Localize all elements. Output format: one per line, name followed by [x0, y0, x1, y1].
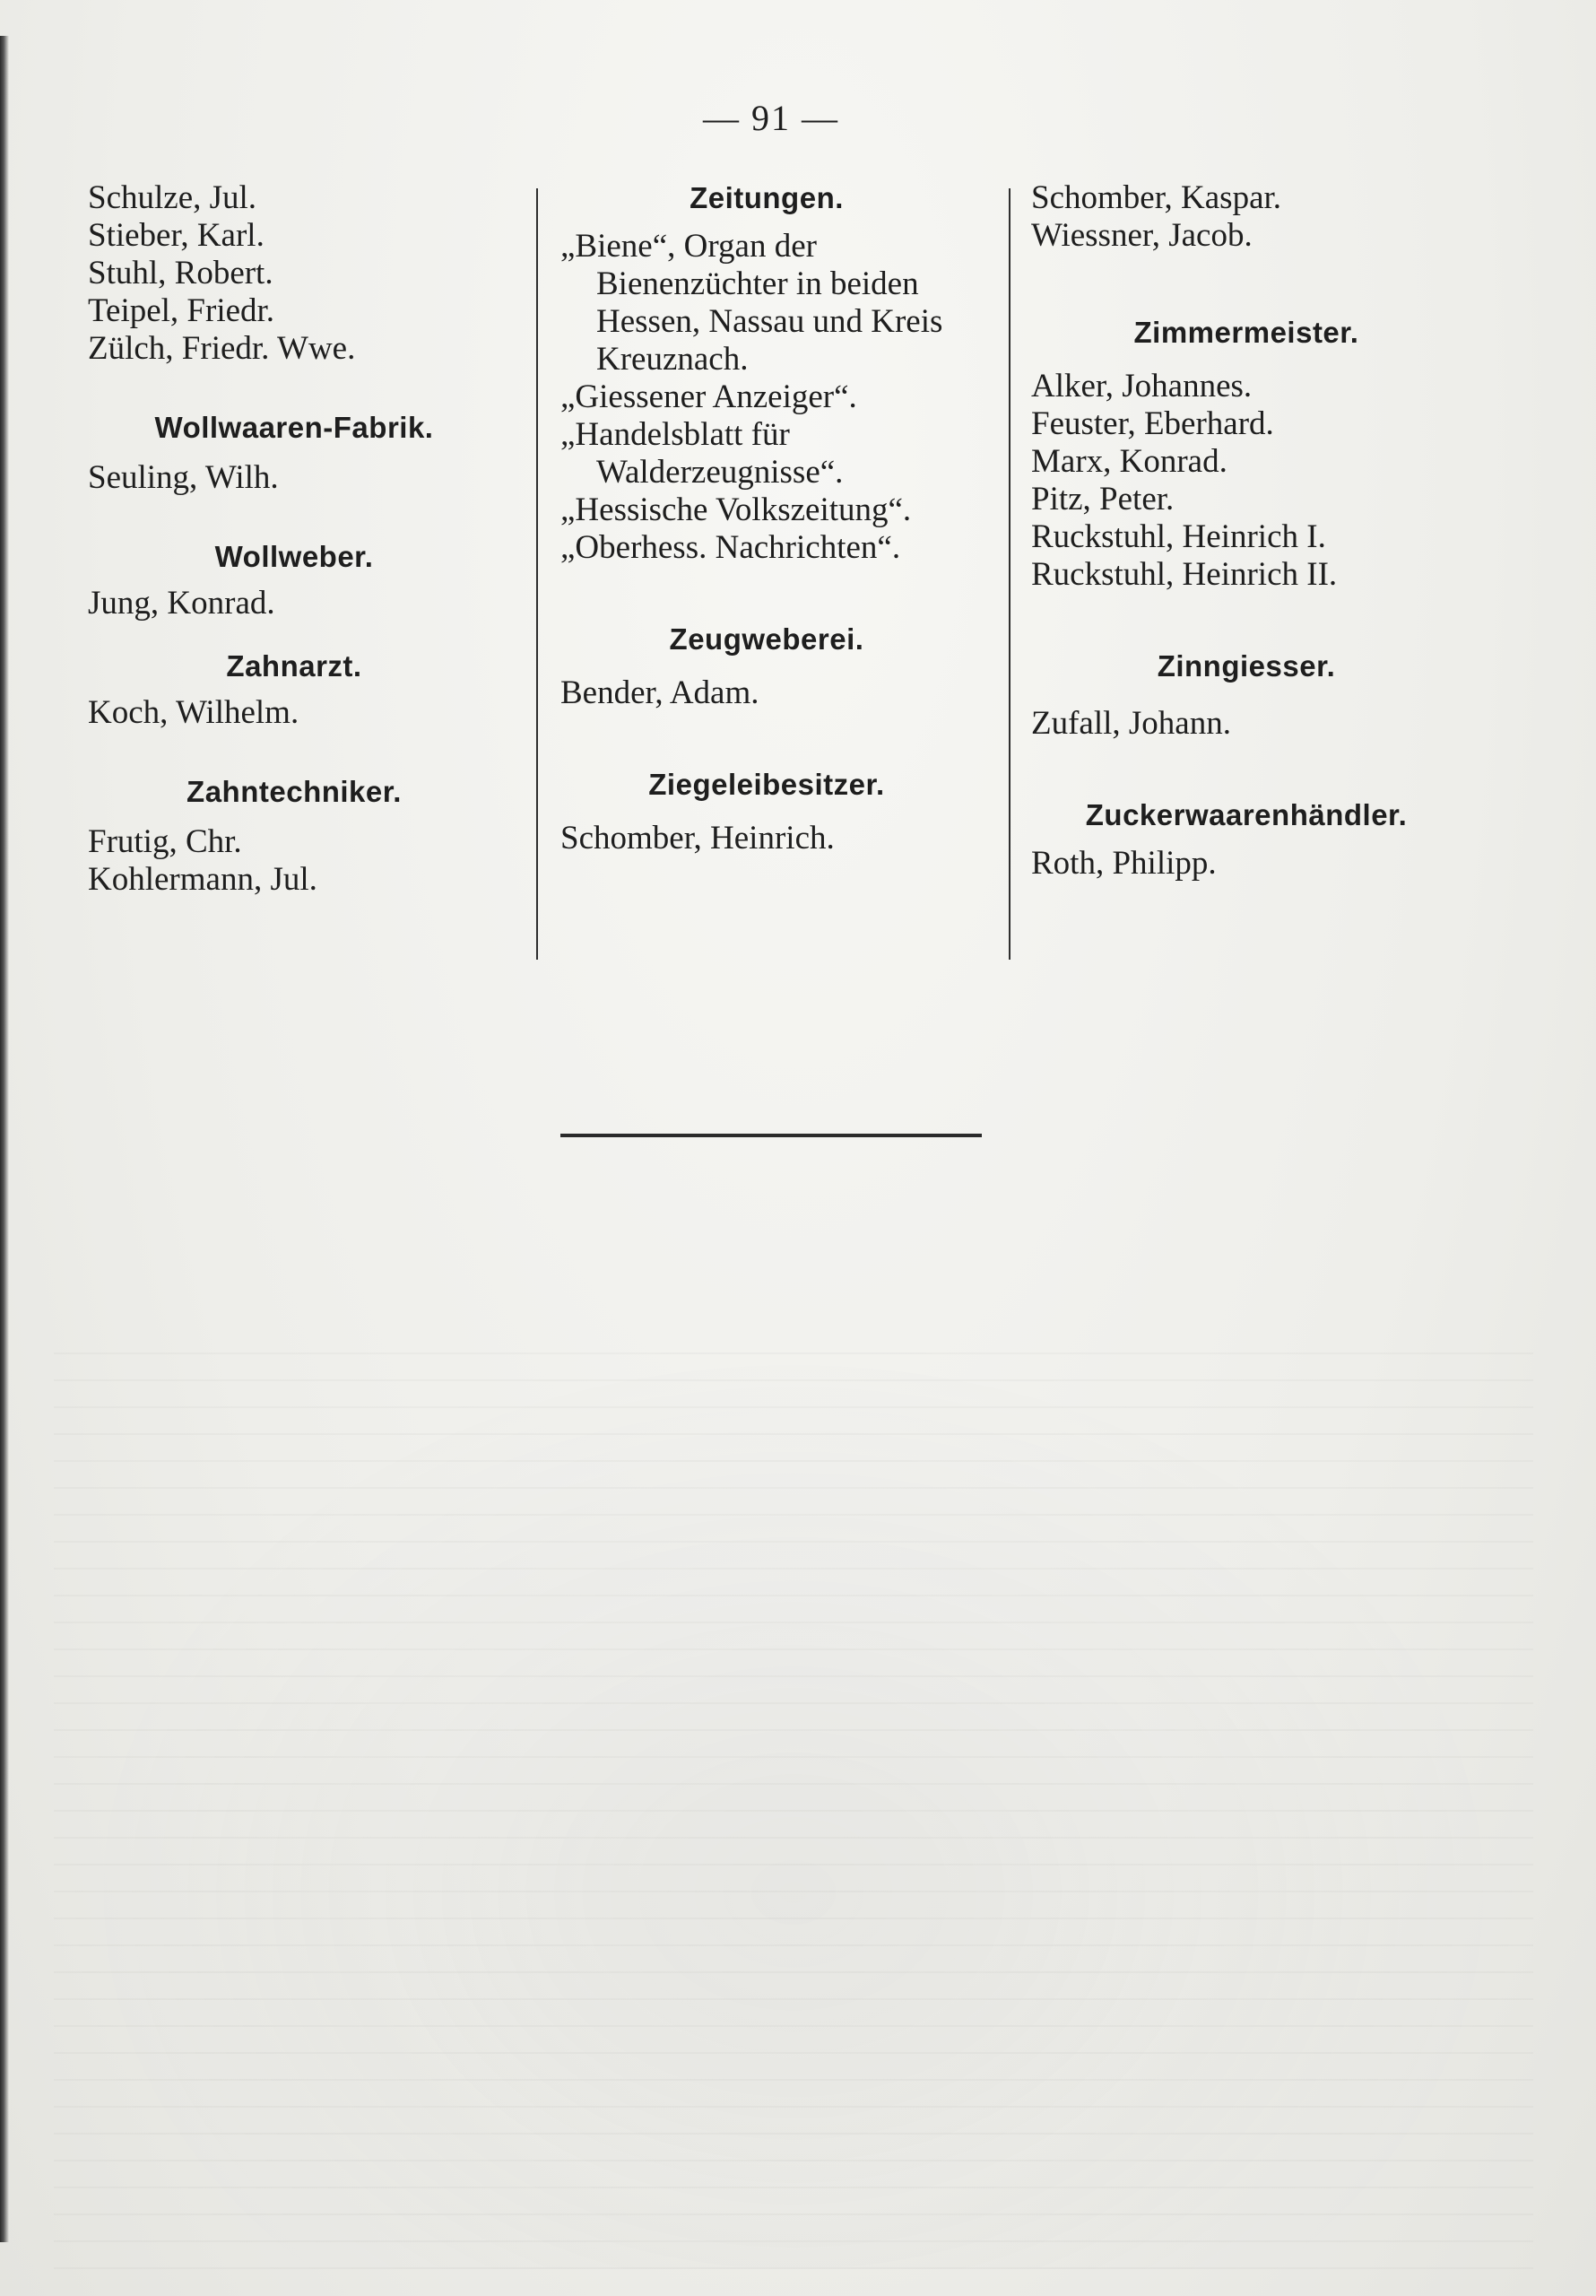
column-divider	[536, 188, 538, 960]
bleed-through-texture	[54, 1327, 1533, 2269]
section-heading: Zahntechniker.	[186, 775, 402, 808]
list-item: „Hessische Volkszeitung“.	[560, 491, 912, 528]
section-heading: Zuckerwaarenhändler.	[1085, 798, 1408, 831]
list-item: Roth, Philipp.	[1031, 845, 1217, 882]
list-item: Zufall, Johann.	[1031, 705, 1231, 742]
list-item: „Biene“, Organ der Bienenzüchter in beiden Hessen, Nassau und Kreis Kreuznach.	[560, 228, 943, 378]
section-heading: Wollweber.	[214, 540, 374, 573]
list-item: Bender, Adam.	[560, 674, 759, 711]
end-rule	[560, 1134, 982, 1137]
page-number: — 91 —	[703, 98, 839, 138]
list-item: „Handelsblatt für Walderzeugnisse“.	[560, 416, 844, 491]
list-item: Wiessner, Jacob.	[1031, 217, 1253, 254]
list-item: Stieber, Karl.	[88, 217, 265, 254]
section-heading: Ziegeleibesitzer.	[648, 768, 885, 801]
section-heading: Zahnarzt.	[226, 649, 362, 683]
middle-column	[560, 179, 991, 857]
list-item: Zülch, Friedr. Wwe.	[88, 330, 356, 367]
list-item: Kohlermann, Jul.	[88, 861, 317, 898]
right-column	[1031, 179, 1533, 883]
list-item: Schomber, Kaspar.	[1031, 179, 1282, 216]
list-item: Koch, Wilhelm.	[88, 694, 299, 731]
list-item: Pitz, Peter.	[1031, 481, 1175, 517]
list-item: Seuling, Wilh.	[88, 459, 279, 496]
page-binding-edge	[0, 36, 9, 2242]
section-heading: Zeugweberei.	[669, 622, 864, 656]
list-item: Alker, Johannes.	[1031, 368, 1253, 404]
section-heading: Zimmermeister.	[1133, 316, 1359, 349]
list-item: Schulze, Jul.	[88, 179, 257, 216]
list-item: Feuster, Eberhard.	[1031, 405, 1274, 442]
section-heading: Zeitungen.	[690, 181, 844, 214]
list-item: Ruckstuhl, Heinrich I.	[1031, 518, 1326, 555]
list-item: Jung, Konrad.	[88, 585, 275, 622]
left-column	[88, 179, 536, 899]
list-item: Marx, Konrad.	[1031, 443, 1227, 480]
list-item: „Oberhess. Nachrichten“.	[560, 529, 901, 566]
list-item: „Giessener Anzeiger“.	[560, 378, 857, 415]
list-item: Ruckstuhl, Heinrich II.	[1031, 556, 1338, 593]
list-item: Stuhl, Robert.	[88, 255, 273, 291]
section-heading: Zinngiesser.	[1157, 649, 1336, 683]
section-heading: Wollwaaren-Fabrik.	[154, 411, 434, 444]
column-divider	[1009, 188, 1011, 960]
list-item: Schomber, Heinrich.	[560, 820, 835, 857]
list-item: Teipel, Friedr.	[88, 292, 275, 329]
list-item: Frutig, Chr.	[88, 823, 242, 860]
